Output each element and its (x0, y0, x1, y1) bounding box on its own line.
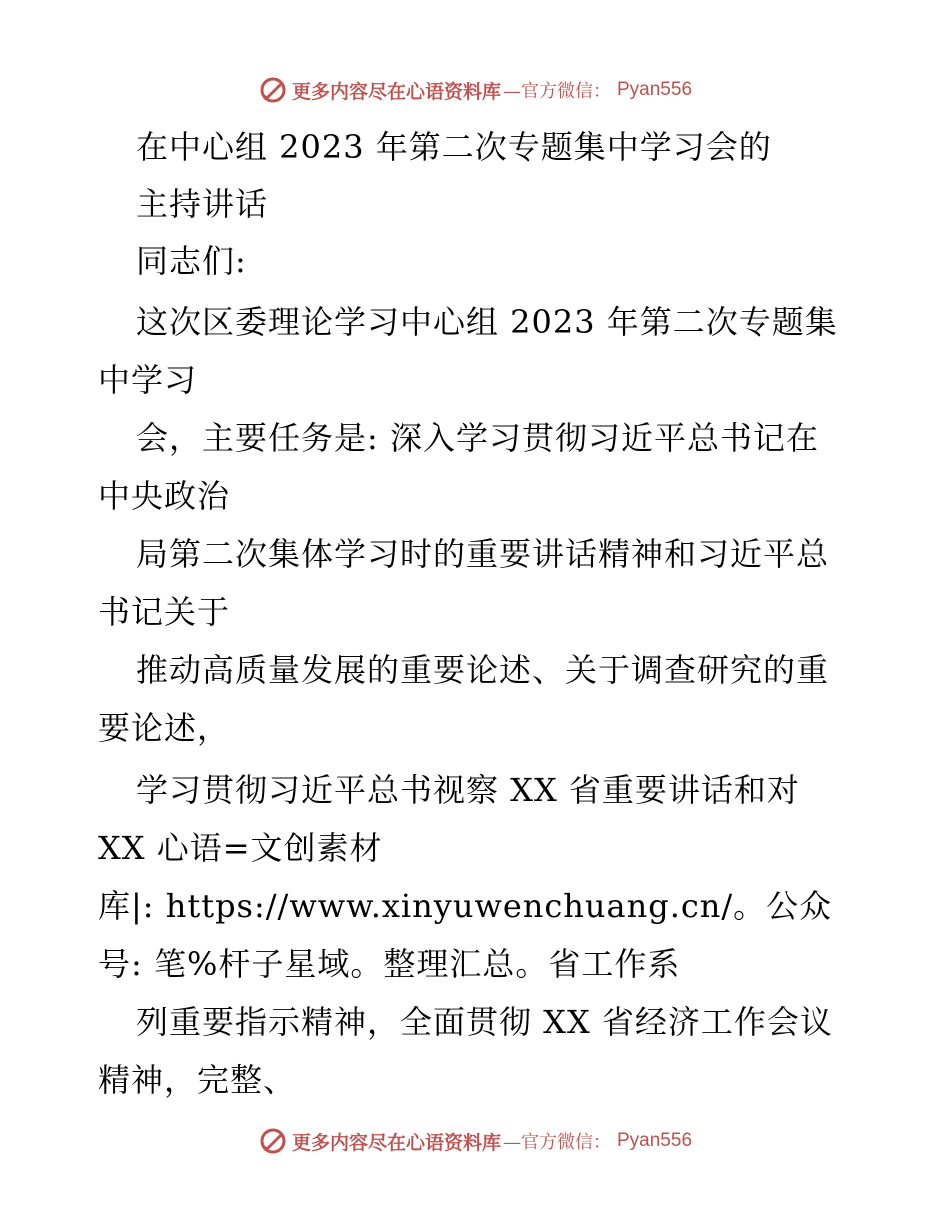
paragraph-line: 要论述， (98, 709, 231, 747)
banner-brand-text: 更多内容尽在心语资料库 (291, 1131, 501, 1154)
paragraph-line: 局第二次集体学习时的重要讲话精神和习近平总 (136, 535, 830, 573)
paragraph-line: 会，主要任务是: 深入学习贯彻习近平总书记在 (136, 419, 819, 457)
paragraph-line: 列重要指示精神，全面贯彻 XX 省经济工作会议 (136, 1003, 833, 1041)
paragraph-line-url: 库|: https://www.xinyuwenchuang.cn/。公众 (98, 887, 833, 925)
paragraph-line: XX 心语=文创素材 (98, 829, 383, 867)
banner-wechat-label: —官方微信： (503, 81, 611, 102)
paragraph-line: 推动高质量发展的重要论述、关于调查研究的重 (136, 651, 830, 689)
paragraph-line: 书记关于 (98, 593, 231, 631)
paragraph-line: 精神，完整、 (98, 1061, 297, 1099)
banner-brand-text: 更多内容尽在心语资料库 (291, 80, 501, 103)
paragraph-line: 中央政治 (98, 477, 231, 515)
banner-wechat-handle: Pyan556 (617, 79, 693, 100)
title-line-1: 在中心组 2023 年第二次专题集中学习会的 (136, 128, 772, 166)
paragraph-line: 中学习 (98, 361, 198, 399)
paragraph-line: 学习贯彻习近平总书视察 XX 省重要讲话和对 (136, 771, 800, 809)
paragraph-line: 号: 笔%杆子星域。整理汇总。省工作系 (98, 945, 681, 983)
footer-watermark-banner (0, 1126, 950, 1156)
paragraph-line: 这次区委理论学习中心组 2023 年第二次专题集 (136, 303, 838, 341)
banner-wechat-handle: Pyan556 (617, 1130, 693, 1151)
title-line-2: 主持讲话 (136, 185, 269, 223)
quill-logo-icon (258, 1126, 288, 1156)
salutation: 同志们: (136, 242, 247, 280)
banner-wechat-label: —官方微信： (503, 1132, 611, 1153)
